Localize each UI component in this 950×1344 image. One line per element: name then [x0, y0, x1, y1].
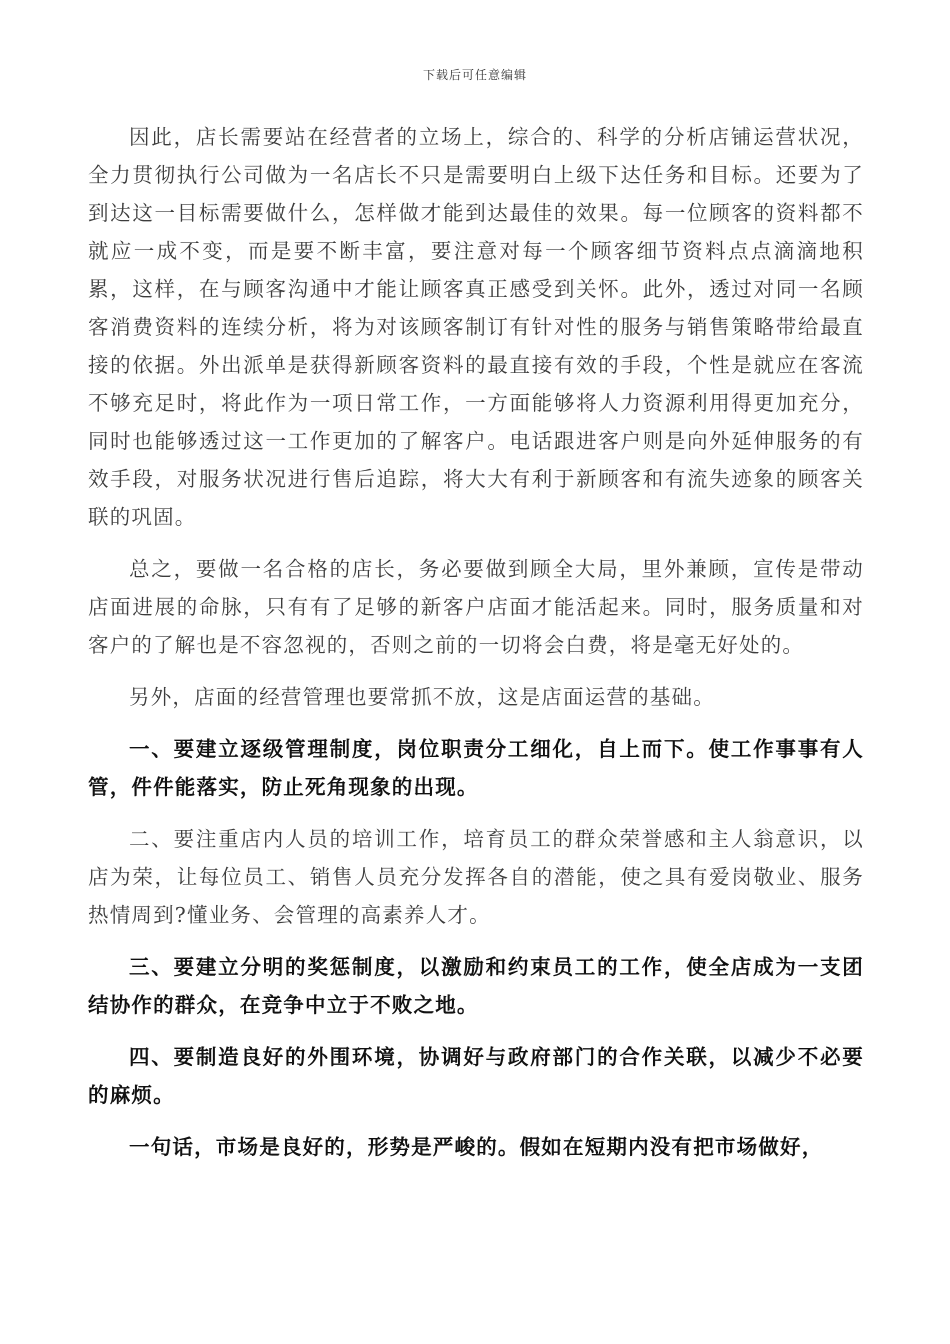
- paragraph-summary: 总之，要做一名合格的店长，务必要做到顾全大局，里外兼顾，宣传是带动店面进展的命脉，只有有了足够的新客户店面才能活起来。同时，服务质量和对客户的了解也是不容忽视的，否则之前的一切将会白费，将是毫无好处的。: [88, 557, 864, 657]
- paragraph-analysis: 因此，店长需要站在经营者的立场上，综合的、科学的分析店铺运营状况，全力贯彻执行公司做为一名店长不只是需要明白上级下达任务和目标。还要为了到达这一目标需要做什么，怎样做才能到达最佳的效果。每一位顾客的资料都不就应一成不变，而是要不断丰富，要注意对每一个顾客细节资料点点滴滴地积累，这样，在与顾客沟通中才能让顾客真正感受到关怀。此外，透过对同一名顾客消费资料的连续分析，将为对该顾客制订有针对性的服务与销售策略带给最直接的依据。外出派单是获得新顾客资料的最直接有效的手段，个性是就应在客流不够充足时，将此作为一项日常工作，一方面能够将人力资源利用得更加充分，同时也能够透过这一工作更加的了解客户。电话跟进客户则是向外延伸服务的有效手段，对服务状况进行售后追踪，将大大有利于新顾客和有流失迹象的顾客关联的巩固。: [88, 125, 864, 529]
- paragraph-point-three: 三、要建立分明的奖惩制度，以激励和约束员工的工作，使全店成为一支团结协作的群众，在竞争中立于不败之地。: [88, 955, 864, 1017]
- paragraph-point-four: 四、要制造良好的外围环境，协调好与政府部门的合作关联，以减少不必要的麻烦。: [88, 1045, 864, 1107]
- paragraph-conclusion: 一句话，市场是良好的，形势是严峻的。假如在短期内没有把市场做好，: [129, 1135, 824, 1159]
- document-body: [88, 118, 864, 1166]
- paragraph-point-two: 二、要注重店内人员的培训工作，培育员工的群众荣誉感和主人翁意识，以店为荣，让每位员工、销售人员充分发挥各自的潜能，使之具有爱岗敬业、服务热情周到?懂业务、会管理的高素养人才。: [88, 827, 864, 927]
- paragraph-point-one: 一、要建立逐级管理制度，岗位职责分工细化，自上而下。使工作事事有人管，件件能落实，防止死角现象的出现。: [88, 737, 864, 799]
- page-header: 下载后可任意编辑: [422, 68, 527, 82]
- paragraph-management-intro: 另外，店面的经营管理也要常抓不放，这是店面运营的基础。: [129, 685, 715, 709]
